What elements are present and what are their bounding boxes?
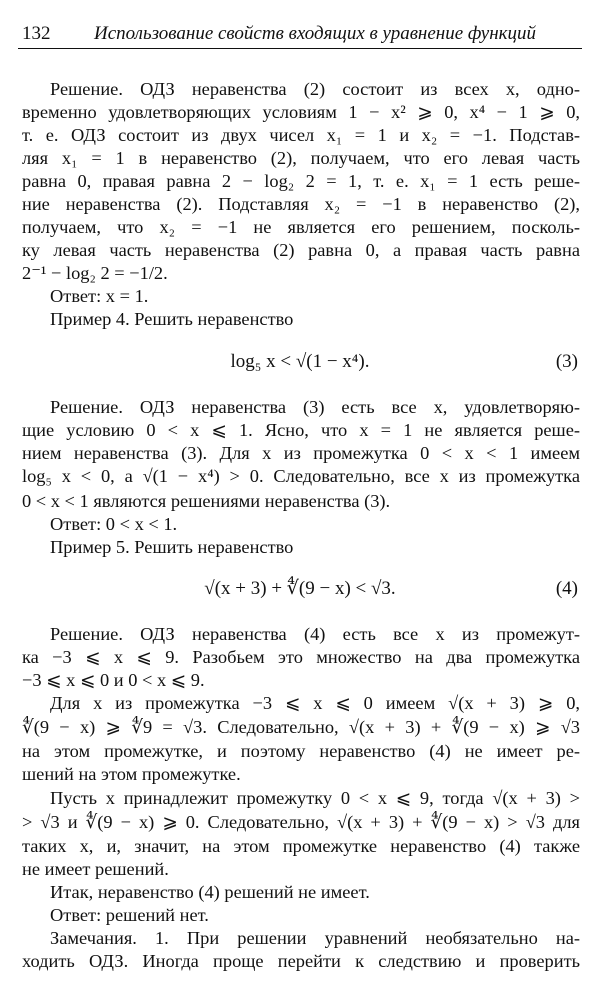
text-line: −3 ⩽ x ⩽ 0 и 0 < x ⩽ 9. [22, 670, 205, 690]
example-heading: Пример 4. Решить неравенство [50, 309, 294, 329]
answer-line: Ответ: 0 < x < 1. [50, 514, 178, 534]
text-line: Решение. ОДЗ неравенства (4) есть все x из промежут- [50, 624, 580, 644]
text-line: щие условию 0 < x ⩽ 1. Ясно, что x = 1 не является реше- [22, 420, 580, 440]
text-line: ∜(9 − x) ⩾ ∜9 = √3. Следовательно, √(x + 3) + ∜(9 − x) ⩾ √3 [22, 717, 580, 737]
text-line: т. е. ОДЗ состоит из двух чисел x₁ = 1 и x₂ = −1. Подстав- [22, 125, 580, 145]
text-line: ние неравенства (2). Подставляя x₂ = −1 в неравенство (2), [22, 194, 580, 214]
equation-number: (4) [555, 578, 578, 599]
text-line: 0 < x < 1 являются решениями неравенства (3). [22, 491, 391, 511]
text-line: не имеет решений. [22, 859, 169, 879]
text-line: 2⁻¹ − log₂ 2 = −1/2. [22, 263, 168, 283]
running-header [18, 22, 582, 49]
text-line: Решение. ОДЗ неравенства (2) состоит из всех x, одно- [50, 79, 580, 99]
text-line: Пусть x принадлежит промежутку 0 < x ⩽ 9, тогда √(x + 3) > [50, 788, 580, 808]
formula-4: √(x + 3) + ∜(9 − x) < √3. [204, 578, 396, 599]
text-line: Итак, неравенство (4) решений не имеет. [50, 882, 370, 902]
running-title: Использование свойств входящих в уравнение функций [94, 23, 537, 44]
text-line: > √3 и ∜(9 − x) ⩾ 0. Следовательно, √(x + 3) + ∜(9 − x) > √3 для [22, 812, 580, 832]
answer-line: Ответ: решений нет. [50, 905, 209, 925]
text-line: нием неравенства (3). Для x из промежутка 0 < x < 1 имеем [22, 443, 580, 463]
text-line: Решение. ОДЗ неравенства (3) есть все x, удовлетворяю- [50, 397, 580, 417]
text-line: на этом промежутке, и поэтому неравенство (4) не имеет ре- [22, 741, 580, 761]
text-line: временно удовлетворяющих условиям 1 − x² ⩾ 0, x⁴ − 1 ⩾ 0, [22, 102, 580, 122]
text-line: получаем, что x₂ = −1 не является его решением, посколь- [22, 217, 580, 237]
text-line: равна 0, правая равна 2 − log₂ 2 = 1, т. е. x₁ = 1 есть реше- [22, 171, 580, 191]
text-line: ходить ОДЗ. Иногда проще перейти к следствию и проверить [22, 951, 580, 971]
text-line: шений на этом промежутке. [22, 764, 241, 784]
remarks-heading: Замечания. 1. При решении уравнений необязательно на- [50, 928, 580, 948]
text-line: таких x, и, значит, на этом промежутке неравенство (4) также [22, 836, 580, 856]
text-line: ляя x₁ = 1 в неравенство (2), получаем, что его левая часть [22, 148, 580, 168]
text-line: ку левая часть неравенства (2) равна 0, а правая часть равна [22, 240, 580, 260]
text-line: log₅ x < 0, а √(1 − x⁴) > 0. Следовательно, все x из промежутка [22, 466, 580, 486]
answer-line: Ответ: x = 1. [50, 286, 149, 306]
text-line: Для x из промежутка −3 ⩽ x ⩽ 0 имеем √(x + 3) ⩾ 0, [50, 693, 580, 713]
page-number: 132 [22, 23, 51, 44]
example-heading: Пример 5. Решить неравенство [50, 537, 294, 557]
text-line: ка −3 ⩽ x ⩽ 9. Разобьем это множество на два промежутка [22, 647, 580, 667]
equation-number: (3) [555, 351, 578, 372]
formula-3: log₅ x < √(1 − x⁴). [230, 351, 370, 372]
